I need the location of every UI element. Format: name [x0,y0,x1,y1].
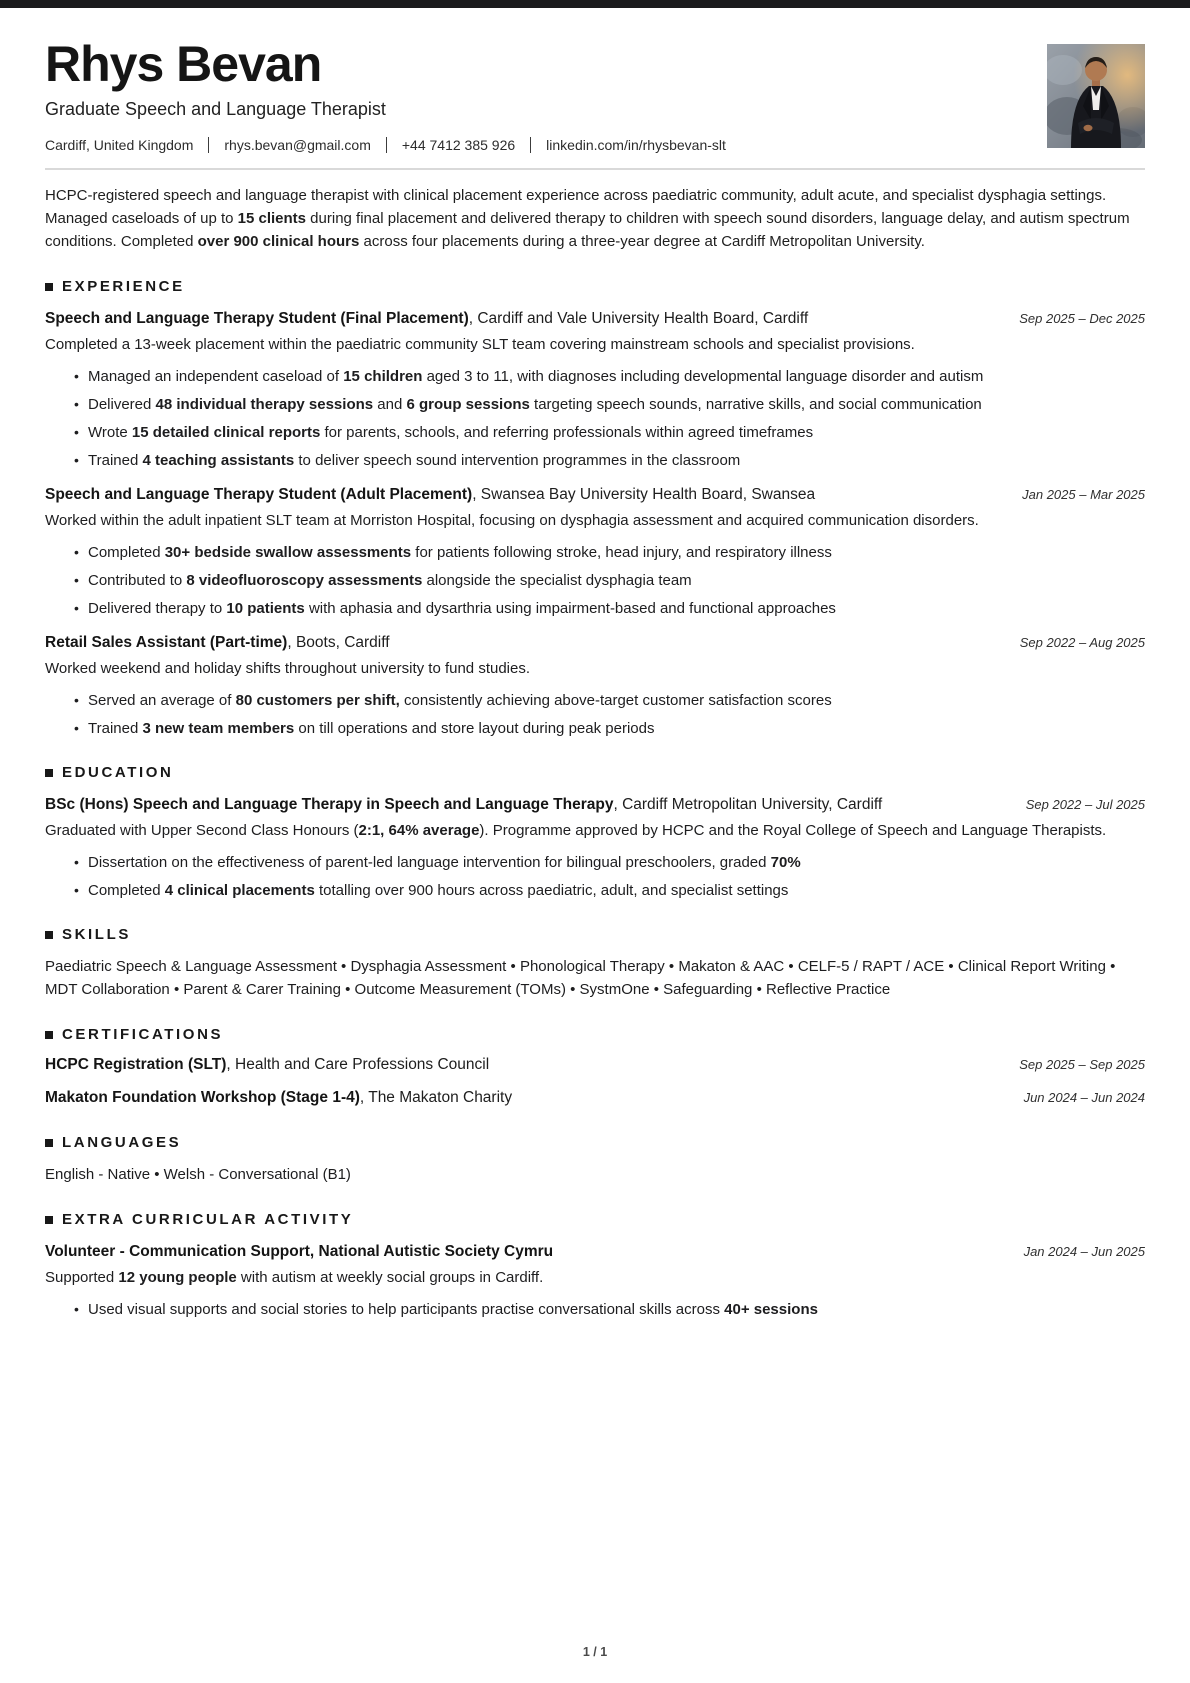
bullet-item: • Served an average of 80 customers per shift, consistently achieving above-target customer satisfaction scores [88,690,1145,711]
bullet-item: • Dissertation on the effectiveness of parent-led language intervention for bilingual preschoolers, graded 70% [88,852,1145,873]
contact-separator [386,137,387,153]
entry-description: Graduated with Upper Second Class Honours (2:1, 64% average). Programme approved by HCPC and the Royal College of Speech and Language Therapists. [45,822,1107,839]
section-skills [45,926,1145,1001]
section-heading [45,764,1145,781]
entry-dates: Sep 2022 – Jul 2025 [1025,797,1145,812]
contact-phone: +44 7412 385 926 [401,137,516,153]
entry-title: BSc (Hons) Speech and Language Therapy in Speech and Language Therapy [45,796,614,813]
entry-titleline [45,1087,512,1109]
certification-entry [45,1087,1145,1109]
skills-line: Paediatric Speech & Language Assessment • Dysphagia Assessment • Phonological Therapy • Makaton & AAC • CELF-5 / RAPT / ACE • Clinical Report Writing • MDT Collaboration • Parent & Carer Training • Outcome Measurement (TOMs) • SystmOne • Safeguarding • Reflective Practice [45,958,1116,998]
top-accent-bar [0,0,1190,8]
section-heading [45,1026,1145,1043]
section-marker-icon [45,769,53,777]
experience-entry [45,308,1145,471]
section-heading [45,1211,1145,1228]
entry-description: Supported 12 young people with autism at weekly social groups in Cardiff. [45,1269,544,1286]
candidate-job-title: Graduate Speech and Language Therapist [45,99,386,119]
section-heading-label: EXTRA CURRICULAR ACTIVITY [62,1211,354,1228]
bullet-list [45,366,1145,471]
entry-titleline [45,794,882,816]
entry-school: , Cardiff Metropolitan University, Cardiff [613,796,883,813]
section-extra-curricular [45,1211,1145,1320]
bullet-item: • Delivered 48 individual therapy sessions and 6 group sessions targeting speech sounds, narrative skills, and social communication [88,394,1145,415]
entry-titleline [45,1241,553,1263]
bullet-list [45,1299,1145,1320]
section-experience [45,278,1145,739]
contact-location: Cardiff, United Kingdom [45,137,194,153]
contact-email: rhys.bevan@gmail.com [224,137,371,153]
summary-paragraph: HCPC-registered speech and language therapist with clinical placement experience across paediatric community, adult acute, and specialist dysphagia settings. Managed caseloads of up to 15 clients during final placement and delivered therapy to children with speech sound disorders, language delay, and autism spectrum conditions. Completed over 900 clinical hours across four placements during a three-year degree at Cardiff Metropolitan University. [45,187,1130,250]
entry-dates: Sep 2022 – Aug 2025 [1019,635,1145,650]
section-marker-icon [45,931,53,939]
entry-company: , Swansea Bay University Health Board, Swansea [472,486,816,503]
entry-description: Worked weekend and holiday shifts throughout university to fund studies. [45,660,531,677]
volunteer-entry [45,1241,1145,1320]
entry-dates: Sep 2025 – Dec 2025 [1019,311,1145,326]
entry-description: Worked within the adult inpatient SLT team at Morriston Hospital, focusing on dysphagia assessment and acquired communication disorders. [45,512,979,529]
entry-title: Speech and Language Therapy Student (Final Placement) [45,310,469,327]
entry-company: , Cardiff and Vale University Health Board, Cardiff [468,310,809,327]
entry-title: Volunteer - Communication Support, National Autistic Society Cymru [45,1243,554,1260]
section-marker-icon [45,1139,53,1147]
section-education [45,764,1145,901]
bullet-item: • Managed an independent caseload of 15 children aged 3 to 11, with diagnoses including developmental language disorder and autism [88,366,1145,387]
bullet-item: • Trained 4 teaching assistants to deliver speech sound intervention programmes in the classroom [88,450,1145,471]
page-number: 1 / 1 [582,1645,608,1659]
education-entry [45,794,1145,901]
contact-linkedin: linkedin.com/in/rhysbevan-slt [546,137,726,153]
section-heading-label: EXPERIENCE [62,278,185,295]
entry-company: , Boots, Cardiff [287,634,390,651]
section-heading-label: EDUCATION [62,764,174,781]
entry-description: Completed a 13-week placement within the paediatric community SLT team covering mainstream schools and specialist provisions. [45,336,915,353]
contact-row [45,137,1145,153]
entry-dates: Jan 2024 – Jun 2025 [1023,1244,1145,1259]
bullet-list [45,690,1145,739]
section-heading [45,926,1145,943]
entry-issuer: , Health and Care Professions Council [226,1056,490,1073]
section-certifications [45,1026,1145,1109]
contact-separator [530,137,531,153]
bullet-item: • Wrote 15 detailed clinical reports for parents, schools, and referring professionals within agreed timeframes [88,422,1145,443]
section-heading [45,1134,1145,1151]
header-divider [45,168,1145,170]
entry-dates: Jun 2024 – Jun 2024 [1023,1090,1145,1105]
entry-dates: Jan 2025 – Mar 2025 [1022,487,1145,502]
bullet-item: • Contributed to 8 videofluoroscopy assessments alongside the specialist dysphagia team [88,570,1145,591]
entry-titleline [45,308,808,330]
languages-line: English - Native • Welsh - Conversational (B1) [45,1166,351,1183]
section-marker-icon [45,283,53,291]
section-heading-label: LANGUAGES [62,1134,182,1151]
section-heading-label: SKILLS [62,926,131,943]
entry-title: Makaton Foundation Workshop (Stage 1-4) [45,1089,360,1106]
section-languages [45,1134,1145,1186]
entry-title: HCPC Registration (SLT) [45,1056,227,1073]
certification-entry [45,1054,1145,1076]
experience-entry [45,484,1145,619]
entry-title: Speech and Language Therapy Student (Adult Placement) [45,486,473,503]
profile-photo-image [1047,44,1145,148]
entry-titleline [45,632,390,654]
entry-titleline [45,484,815,506]
bullet-list [45,542,1145,619]
experience-entry [45,632,1145,739]
entry-title: Retail Sales Assistant (Part-time) [45,634,288,651]
bullet-list [45,852,1145,901]
section-heading-label: CERTIFICATIONS [62,1026,224,1043]
entry-dates: Sep 2025 – Sep 2025 [1019,1057,1145,1072]
bullet-item: • Delivered therapy to 10 patients with aphasia and dysarthria using impairment-based and functional approaches [88,598,1145,619]
entry-titleline [45,1054,489,1076]
bullet-item: • Completed 30+ bedside swallow assessments for patients following stroke, head injury, and respiratory illness [88,542,1145,563]
bullet-item: • Completed 4 clinical placements totalling over 900 hours across paediatric, adult, and specialist settings [88,880,1145,901]
contact-separator [208,137,209,153]
profile-photo [1047,44,1145,148]
bullet-item: • Trained 3 new team members on till operations and store layout during peak periods [88,718,1145,739]
candidate-name: Rhys Bevan [45,36,322,92]
bullet-item: • Used visual supports and social stories to help participants practise conversational skills across 40+ sessions [88,1299,1145,1320]
section-heading [45,278,1145,295]
section-marker-icon [45,1216,53,1224]
entry-issuer: , The Makaton Charity [359,1089,513,1106]
section-marker-icon [45,1031,53,1039]
